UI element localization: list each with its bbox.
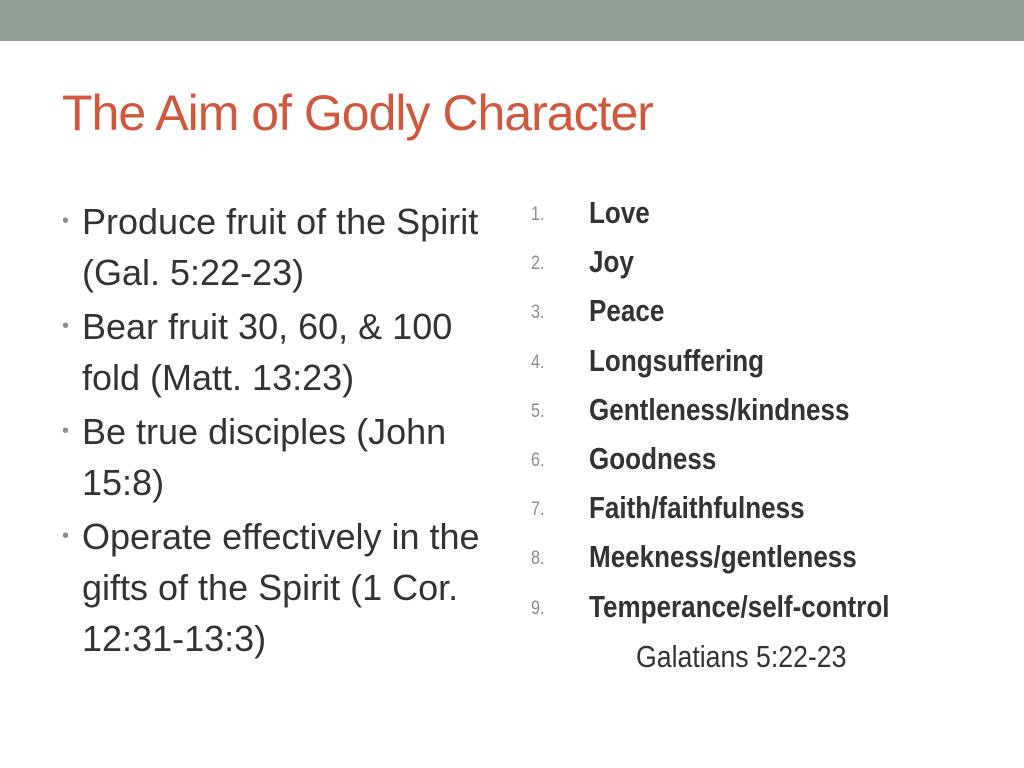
- item-number: 6.: [531, 449, 545, 471]
- bullet-icon: •: [62, 420, 70, 442]
- bullet-text: Be true disciples (John 15:8): [82, 411, 447, 503]
- bullet-icon: •: [62, 525, 70, 547]
- item-label: Peace: [589, 293, 665, 329]
- slide-title: The Aim of Godly Character: [62, 85, 653, 141]
- bullet-item: [60, 511, 520, 664]
- list-item: [528, 488, 948, 537]
- list-item: [528, 242, 948, 291]
- bullet-icon: •: [62, 210, 70, 232]
- item-number: 7.: [531, 499, 545, 521]
- bullet-text: Bear fruit 30, 60, & 100 fold (Matt. 13:23): [82, 306, 453, 398]
- item-label: Love: [589, 195, 650, 230]
- list-item: [528, 341, 948, 390]
- item-label: Gentleness/kindness: [589, 391, 850, 427]
- bullet-item: [60, 196, 520, 298]
- item-number: 8.: [531, 548, 545, 570]
- item-label: Joy: [589, 244, 634, 280]
- list-item: [528, 390, 948, 439]
- item-number: 9.: [531, 597, 545, 619]
- list-item: [528, 439, 948, 488]
- bullet-text: Operate effectively in the gifts of the Spirit (1 Cor. 12:31-13:3): [82, 516, 480, 659]
- scripture-citation: Galatians 5:22-23: [636, 639, 847, 674]
- purpose-bullet-list: [60, 196, 520, 667]
- item-number: 5.: [531, 400, 545, 422]
- list-item: [528, 587, 948, 636]
- item-number: 2.: [531, 253, 545, 275]
- top-accent-bar: [0, 0, 1024, 41]
- fruit-of-spirit-list: [528, 193, 948, 636]
- list-item: [528, 291, 948, 340]
- item-label: Faith/faithfulness: [589, 490, 805, 526]
- list-item: [528, 193, 948, 242]
- item-label: Temperance/self-control: [589, 588, 890, 624]
- bullet-text: Produce fruit of the Spirit (Gal. 5:22-23): [82, 201, 479, 293]
- bullet-item: [60, 406, 520, 508]
- item-number: 3.: [531, 302, 545, 324]
- item-label: Longsuffering: [589, 342, 765, 378]
- bullet-icon: •: [62, 315, 70, 337]
- item-label: Goodness: [589, 440, 717, 476]
- bullet-item: [60, 301, 520, 403]
- list-item: [528, 537, 948, 586]
- item-label: Meekness/gentleness: [589, 539, 857, 575]
- item-number: 1.: [531, 204, 545, 225]
- item-number: 4.: [531, 351, 545, 373]
